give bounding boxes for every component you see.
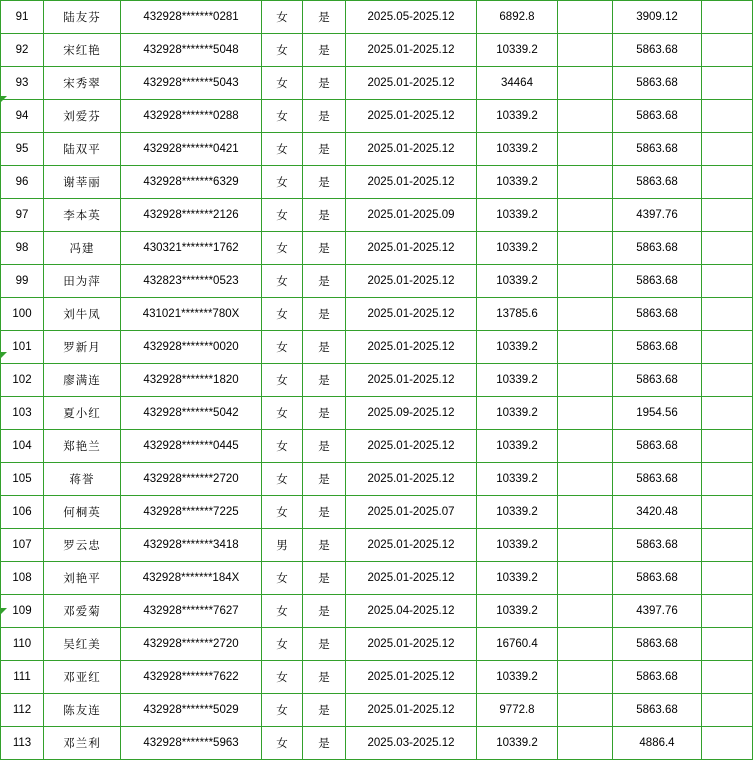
cell-id-number: 432928*******2720 [121, 463, 262, 496]
cell-is-yes: 是 [303, 298, 346, 331]
cell-name: 陆双平 [44, 133, 121, 166]
cell-gender: 女 [262, 595, 303, 628]
cell-name: 何桐英 [44, 496, 121, 529]
cell-blank-2 [702, 463, 753, 496]
cell-is-yes: 是 [303, 694, 346, 727]
cell-amount-1: 10339.2 [477, 562, 558, 595]
cell-blank-1 [558, 166, 613, 199]
cell-seq: 93 [1, 67, 44, 100]
cell-blank-1 [558, 298, 613, 331]
cell-amount-1: 10339.2 [477, 496, 558, 529]
cell-is-yes: 是 [303, 727, 346, 760]
cell-seq: 108 [1, 562, 44, 595]
cell-is-yes: 是 [303, 1, 346, 34]
cell-id-number: 432928*******5963 [121, 727, 262, 760]
cell-gender: 女 [262, 694, 303, 727]
cell-period: 2025.01-2025.12 [346, 298, 477, 331]
cell-name: 邓爱菊 [44, 595, 121, 628]
cell-name: 冯建 [44, 232, 121, 265]
cell-gender: 女 [262, 331, 303, 364]
cell-id-number: 432823*******0523 [121, 265, 262, 298]
cell-gender: 女 [262, 463, 303, 496]
cell-gender: 女 [262, 67, 303, 100]
cell-amount-1: 10339.2 [477, 529, 558, 562]
cell-amount-1: 34464 [477, 67, 558, 100]
cell-seq: 110 [1, 628, 44, 661]
cell-amount-2: 4397.76 [613, 199, 702, 232]
cell-amount-2: 5863.68 [613, 430, 702, 463]
cell-id-number: 432928*******7627 [121, 595, 262, 628]
cell-seq: 97 [1, 199, 44, 232]
cell-amount-2: 5863.68 [613, 562, 702, 595]
cell-amount-1: 10339.2 [477, 34, 558, 67]
cell-blank-1 [558, 364, 613, 397]
cell-seq: 103 [1, 397, 44, 430]
cell-period: 2025.01-2025.12 [346, 100, 477, 133]
cell-amount-2: 1954.56 [613, 397, 702, 430]
cell-blank-1 [558, 331, 613, 364]
cell-seq: 113 [1, 727, 44, 760]
cell-id-number: 430321*******1762 [121, 232, 262, 265]
cell-amount-2: 4397.76 [613, 595, 702, 628]
cell-amount-2: 5863.68 [613, 100, 702, 133]
cell-name: 郑艳兰 [44, 430, 121, 463]
cell-blank-1 [558, 199, 613, 232]
cell-blank-1 [558, 595, 613, 628]
table-row [1, 166, 753, 199]
cell-name: 蒋誉 [44, 463, 121, 496]
cell-blank-2 [702, 100, 753, 133]
cell-id-number: 432928*******2720 [121, 628, 262, 661]
cell-gender: 女 [262, 199, 303, 232]
cell-blank-2 [702, 529, 753, 562]
cell-blank-1 [558, 67, 613, 100]
cell-is-yes: 是 [303, 463, 346, 496]
cell-blank-1 [558, 430, 613, 463]
cell-name: 罗云忠 [44, 529, 121, 562]
cell-gender: 女 [262, 298, 303, 331]
cell-blank-2 [702, 133, 753, 166]
row-marker-icon [0, 96, 7, 103]
cell-blank-1 [558, 133, 613, 166]
cell-blank-2 [702, 595, 753, 628]
cell-id-number: 432928*******184X [121, 562, 262, 595]
cell-period: 2025.01-2025.09 [346, 199, 477, 232]
cell-id-number: 432928*******0421 [121, 133, 262, 166]
cell-seq: 92 [1, 34, 44, 67]
row-marker-icon [0, 608, 7, 615]
cell-amount-2: 5863.68 [613, 34, 702, 67]
cell-blank-2 [702, 628, 753, 661]
cell-gender: 女 [262, 496, 303, 529]
cell-gender: 女 [262, 1, 303, 34]
cell-period: 2025.01-2025.12 [346, 133, 477, 166]
cell-blank-2 [702, 199, 753, 232]
cell-is-yes: 是 [303, 595, 346, 628]
cell-name: 宋秀翠 [44, 67, 121, 100]
table-row [1, 430, 753, 463]
cell-blank-1 [558, 463, 613, 496]
cell-amount-2: 3909.12 [613, 1, 702, 34]
table-row [1, 397, 753, 430]
cell-id-number: 432928*******5043 [121, 67, 262, 100]
cell-seq: 112 [1, 694, 44, 727]
cell-amount-1: 10339.2 [477, 727, 558, 760]
cell-blank-1 [558, 562, 613, 595]
cell-seq: 95 [1, 133, 44, 166]
cell-is-yes: 是 [303, 430, 346, 463]
cell-name: 罗新月 [44, 331, 121, 364]
table-row [1, 727, 753, 760]
cell-name: 谢莘丽 [44, 166, 121, 199]
cell-seq: 105 [1, 463, 44, 496]
cell-id-number: 431021*******780X [121, 298, 262, 331]
cell-gender: 女 [262, 34, 303, 67]
cell-name: 刘艳平 [44, 562, 121, 595]
table-row [1, 133, 753, 166]
cell-period: 2025.01-2025.12 [346, 628, 477, 661]
cell-period: 2025.01-2025.12 [346, 232, 477, 265]
cell-amount-2: 5863.68 [613, 166, 702, 199]
cell-blank-1 [558, 529, 613, 562]
table-row [1, 694, 753, 727]
cell-amount-2: 5863.68 [613, 463, 702, 496]
cell-seq: 111 [1, 661, 44, 694]
cell-name: 李本英 [44, 199, 121, 232]
cell-period: 2025.09-2025.12 [346, 397, 477, 430]
cell-seq: 102 [1, 364, 44, 397]
cell-blank-2 [702, 67, 753, 100]
cell-amount-1: 10339.2 [477, 199, 558, 232]
cell-is-yes: 是 [303, 100, 346, 133]
cell-seq: 107 [1, 529, 44, 562]
cell-blank-1 [558, 265, 613, 298]
table-row [1, 265, 753, 298]
cell-amount-2: 5863.68 [613, 529, 702, 562]
cell-gender: 女 [262, 166, 303, 199]
cell-blank-2 [702, 727, 753, 760]
cell-name: 宋红艳 [44, 34, 121, 67]
cell-id-number: 432928*******1820 [121, 364, 262, 397]
cell-blank-2 [702, 298, 753, 331]
cell-name: 邓兰利 [44, 727, 121, 760]
cell-amount-2: 5863.68 [613, 232, 702, 265]
cell-blank-1 [558, 727, 613, 760]
cell-name: 刘牛凤 [44, 298, 121, 331]
table-row [1, 232, 753, 265]
cell-period: 2025.01-2025.12 [346, 265, 477, 298]
table-row [1, 1, 753, 34]
cell-period: 2025.01-2025.12 [346, 463, 477, 496]
cell-period: 2025.01-2025.12 [346, 529, 477, 562]
cell-is-yes: 是 [303, 562, 346, 595]
cell-is-yes: 是 [303, 397, 346, 430]
cell-gender: 女 [262, 727, 303, 760]
table-row [1, 67, 753, 100]
cell-blank-1 [558, 34, 613, 67]
cell-id-number: 432928*******5029 [121, 694, 262, 727]
cell-amount-2: 5863.68 [613, 661, 702, 694]
table-row [1, 331, 753, 364]
table-row [1, 529, 753, 562]
cell-blank-2 [702, 166, 753, 199]
cell-amount-2: 5863.68 [613, 364, 702, 397]
cell-amount-1: 10339.2 [477, 265, 558, 298]
cell-blank-2 [702, 265, 753, 298]
cell-gender: 女 [262, 562, 303, 595]
cell-amount-1: 10339.2 [477, 166, 558, 199]
cell-amount-2: 5863.68 [613, 694, 702, 727]
cell-is-yes: 是 [303, 331, 346, 364]
cell-seq: 104 [1, 430, 44, 463]
cell-seq: 109 [1, 595, 44, 628]
cell-gender: 女 [262, 364, 303, 397]
cell-seq: 99 [1, 265, 44, 298]
cell-id-number: 432928*******0281 [121, 1, 262, 34]
cell-amount-2: 5863.68 [613, 331, 702, 364]
cell-id-number: 432928*******5048 [121, 34, 262, 67]
cell-id-number: 432928*******7622 [121, 661, 262, 694]
cell-is-yes: 是 [303, 661, 346, 694]
cell-gender: 女 [262, 661, 303, 694]
cell-amount-1: 10339.2 [477, 364, 558, 397]
cell-amount-2: 4886.4 [613, 727, 702, 760]
cell-is-yes: 是 [303, 133, 346, 166]
cell-gender: 女 [262, 133, 303, 166]
cell-blank-1 [558, 496, 613, 529]
cell-is-yes: 是 [303, 166, 346, 199]
cell-gender: 女 [262, 232, 303, 265]
cell-blank-2 [702, 562, 753, 595]
table-row [1, 34, 753, 67]
cell-is-yes: 是 [303, 628, 346, 661]
cell-name: 陈友连 [44, 694, 121, 727]
cell-blank-1 [558, 1, 613, 34]
cell-is-yes: 是 [303, 496, 346, 529]
cell-name: 田为萍 [44, 265, 121, 298]
cell-is-yes: 是 [303, 34, 346, 67]
table-row [1, 595, 753, 628]
cell-is-yes: 是 [303, 199, 346, 232]
cell-period: 2025.03-2025.12 [346, 727, 477, 760]
cell-blank-2 [702, 430, 753, 463]
cell-amount-1: 10339.2 [477, 430, 558, 463]
cell-is-yes: 是 [303, 232, 346, 265]
cell-amount-2: 5863.68 [613, 133, 702, 166]
cell-period: 2025.01-2025.12 [346, 694, 477, 727]
cell-seq: 94 [1, 100, 44, 133]
table-row [1, 364, 753, 397]
cell-period: 2025.01-2025.07 [346, 496, 477, 529]
cell-id-number: 432928*******3418 [121, 529, 262, 562]
cell-amount-1: 13785.6 [477, 298, 558, 331]
cell-is-yes: 是 [303, 67, 346, 100]
cell-amount-2: 5863.68 [613, 628, 702, 661]
cell-blank-1 [558, 100, 613, 133]
cell-amount-1: 10339.2 [477, 397, 558, 430]
table-row [1, 298, 753, 331]
cell-amount-2: 5863.68 [613, 265, 702, 298]
cell-id-number: 432928*******0445 [121, 430, 262, 463]
cell-blank-2 [702, 331, 753, 364]
cell-period: 2025.01-2025.12 [346, 34, 477, 67]
cell-name: 廖满连 [44, 364, 121, 397]
cell-period: 2025.01-2025.12 [346, 661, 477, 694]
cell-is-yes: 是 [303, 529, 346, 562]
cell-name: 吴红美 [44, 628, 121, 661]
table-row [1, 562, 753, 595]
table-row [1, 463, 753, 496]
cell-name: 陆友芬 [44, 1, 121, 34]
cell-period: 2025.01-2025.12 [346, 166, 477, 199]
cell-id-number: 432928*******0288 [121, 100, 262, 133]
table-body [1, 1, 753, 760]
cell-name: 邓亚红 [44, 661, 121, 694]
cell-period: 2025.04-2025.12 [346, 595, 477, 628]
cell-seq: 101 [1, 331, 44, 364]
table-row [1, 628, 753, 661]
cell-blank-1 [558, 628, 613, 661]
cell-amount-1: 10339.2 [477, 100, 558, 133]
cell-seq: 96 [1, 166, 44, 199]
cell-amount-1: 10339.2 [477, 133, 558, 166]
cell-seq: 91 [1, 1, 44, 34]
cell-blank-2 [702, 496, 753, 529]
cell-amount-1: 10339.2 [477, 331, 558, 364]
cell-period: 2025.01-2025.12 [346, 331, 477, 364]
cell-seq: 106 [1, 496, 44, 529]
cell-blank-2 [702, 34, 753, 67]
cell-blank-1 [558, 397, 613, 430]
cell-amount-1: 10339.2 [477, 463, 558, 496]
cell-blank-2 [702, 364, 753, 397]
cell-gender: 女 [262, 430, 303, 463]
row-marker-icon [0, 352, 7, 359]
cell-blank-2 [702, 661, 753, 694]
cell-amount-1: 10339.2 [477, 232, 558, 265]
cell-seq: 98 [1, 232, 44, 265]
cell-id-number: 432928*******5042 [121, 397, 262, 430]
table-row [1, 496, 753, 529]
cell-period: 2025.01-2025.12 [346, 562, 477, 595]
cell-id-number: 432928*******0020 [121, 331, 262, 364]
cell-gender: 女 [262, 100, 303, 133]
cell-period: 2025.01-2025.12 [346, 364, 477, 397]
cell-name: 刘爱芬 [44, 100, 121, 133]
cell-id-number: 432928*******7225 [121, 496, 262, 529]
cell-seq: 100 [1, 298, 44, 331]
cell-amount-2: 3420.48 [613, 496, 702, 529]
cell-amount-1: 16760.4 [477, 628, 558, 661]
cell-amount-1: 6892.8 [477, 1, 558, 34]
cell-amount-2: 5863.68 [613, 298, 702, 331]
cell-blank-2 [702, 232, 753, 265]
cell-gender: 男 [262, 529, 303, 562]
cell-is-yes: 是 [303, 364, 346, 397]
cell-blank-2 [702, 397, 753, 430]
cell-gender: 女 [262, 397, 303, 430]
cell-is-yes: 是 [303, 265, 346, 298]
cell-period: 2025.01-2025.12 [346, 67, 477, 100]
cell-amount-1: 9772.8 [477, 694, 558, 727]
table-row [1, 199, 753, 232]
cell-name: 夏小红 [44, 397, 121, 430]
cell-period: 2025.05-2025.12 [346, 1, 477, 34]
cell-blank-2 [702, 1, 753, 34]
table-row [1, 661, 753, 694]
cell-blank-1 [558, 232, 613, 265]
cell-amount-1: 10339.2 [477, 595, 558, 628]
cell-blank-1 [558, 661, 613, 694]
cell-id-number: 432928*******6329 [121, 166, 262, 199]
cell-period: 2025.01-2025.12 [346, 430, 477, 463]
cell-amount-1: 10339.2 [477, 661, 558, 694]
cell-blank-2 [702, 694, 753, 727]
cell-gender: 女 [262, 265, 303, 298]
cell-amount-2: 5863.68 [613, 67, 702, 100]
table-row [1, 100, 753, 133]
cell-gender: 女 [262, 628, 303, 661]
cell-blank-1 [558, 694, 613, 727]
cell-id-number: 432928*******2126 [121, 199, 262, 232]
